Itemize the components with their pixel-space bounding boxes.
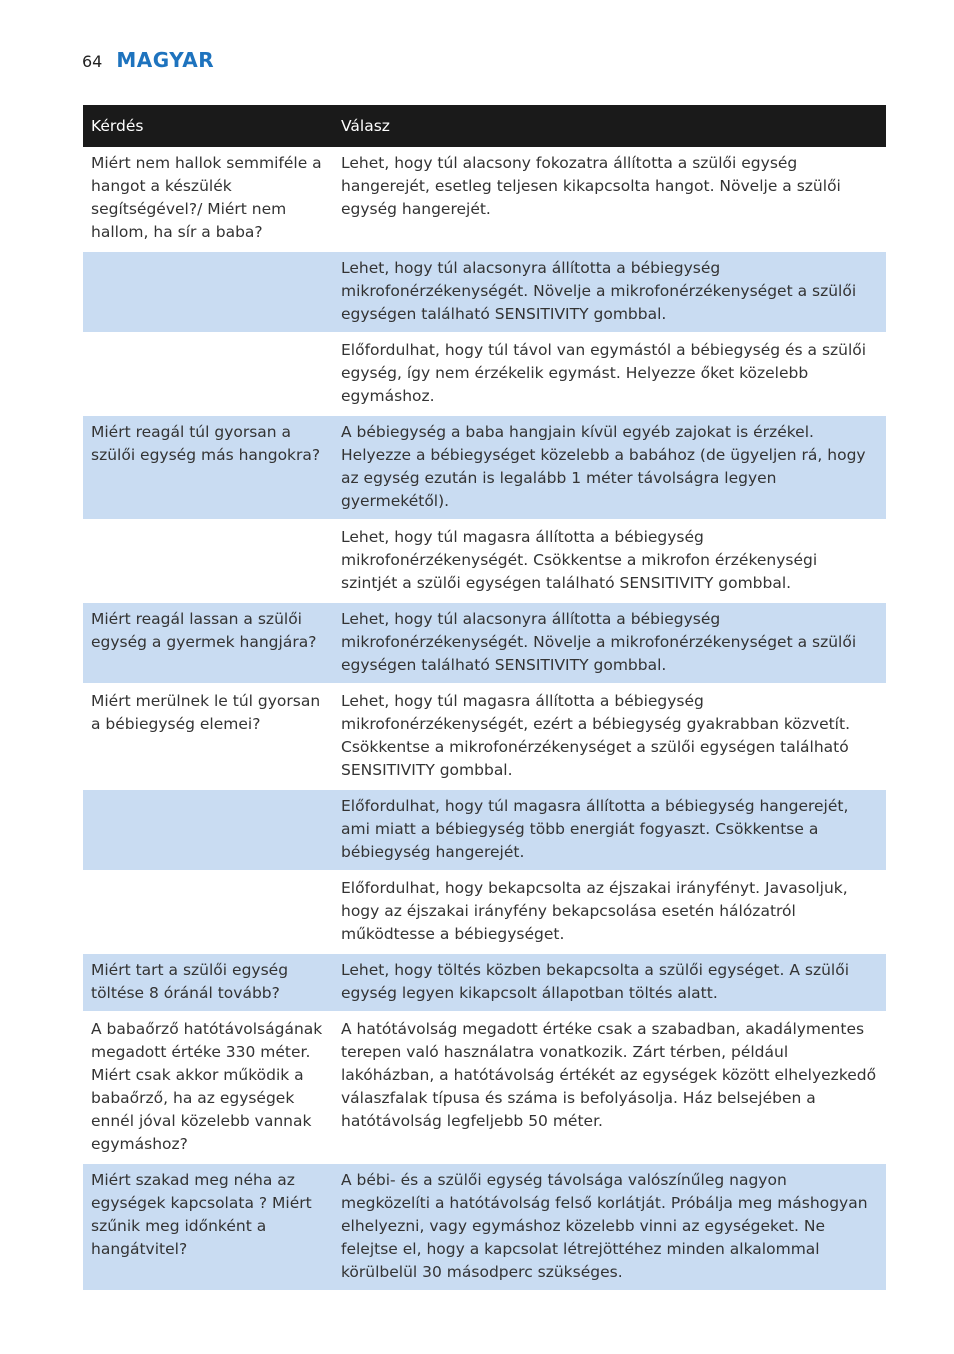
table-row <box>83 602 886 684</box>
answer-cell: Lehet, hogy töltés közben bekapcsolta a szülői egységet. A szülői egység legyen kikapcsolt állapotban töltés alatt. <box>333 953 886 1012</box>
answer-cell: Lehet, hogy túl alacsonyra állította a bébiegység mikrofonérzékenységét. Növelje a mikrofonérzékenységet a szülői egységen található SENSITIVITY gombbal. <box>333 251 886 333</box>
page-header <box>82 48 214 76</box>
table-header-row <box>83 105 886 147</box>
question-cell: Miért reagál lassan a szülői egység a gyermek hangjára? <box>83 602 333 684</box>
answer-cell: Előfordulhat, hogy túl magasra állította a bébiegység hangerejét, ami miatt a bébiegység több energiát fogyaszt. Csökkentse a bébiegység hangerejét. <box>333 789 886 871</box>
question-cell: Miért szakad meg néha az egységek kapcsolata ? Miért szűnik meg időnként a hangátvitel? <box>83 1163 333 1291</box>
table-row <box>83 251 886 333</box>
answer-cell: Előfordulhat, hogy túl távol van egymástól a bébiegység és a szülői egység, így nem érzékelik egymást. Helyezze őket közelebb egymáshoz. <box>333 333 886 415</box>
table-row <box>83 953 886 1012</box>
table-row <box>83 333 886 415</box>
question-cell <box>83 520 333 602</box>
answer-cell: Lehet, hogy túl alacsonyra állította a bébiegység mikrofonérzékenységét. Növelje a mikrofonérzékenységet a szülői egységen található SENSITIVITY gombbal. <box>333 602 886 684</box>
table-row <box>83 1012 886 1163</box>
question-cell: A babaőrző hatótávolságának megadott értéke 330 méter. Miért csak akkor működik a babaőrző, ha az egységek ennél jóval közelebb vannak egymáshoz? <box>83 1012 333 1163</box>
table-row <box>83 871 886 953</box>
answer-cell: A hatótávolság megadott értéke csak a szabadban, akadálymentes terepen való használatra vonatkozik. Zárt térben, például lakóházban, a hatótávolság értékét az egységek között elhelyezkedő válaszfalak típusa és száma is befolyásolja. Ház belsejében a hatótávolság legfeljebb 50 méter. <box>333 1012 886 1163</box>
answer-cell: Lehet, hogy túl alacsony fokozatra állította a szülői egység hangerejét, esetleg teljesen kikapcsolta hangot. Növelje a szülői egység hangerejét. <box>333 147 886 251</box>
faq-table <box>83 105 886 1292</box>
answer-cell: Lehet, hogy túl magasra állította a bébiegység mikrofonérzékenységét, ezért a bébiegység gyakrabban közvetít. Csökkentse a mikrofonérzékenységet a szülői egységen található SENSITIVITY gombbal. <box>333 684 886 789</box>
table-row <box>83 147 886 251</box>
question-cell: Miért tart a szülői egység töltése 8 óránál tovább? <box>83 953 333 1012</box>
answer-cell: A bébi- és a szülői egység távolsága valószínűleg nagyon megközelíti a hatótávolság felső korlátját. Próbálja meg máshogyan elhelyezni, vagy egymáshoz közelebb vinni az egységeket. Ne felejtse el, hogy a kapcsolat létrejöttéhez minden alkalommal körülbelül 30 másodperc szükséges. <box>333 1163 886 1291</box>
page-number: 64 <box>82 52 103 71</box>
question-cell: Miért merülnek le túl gyorsan a bébiegység elemei? <box>83 684 333 789</box>
answer-cell: Lehet, hogy túl magasra állította a bébiegység mikrofonérzékenységét. Csökkentse a mikrofon érzékenységi szintjét a szülői egységen található SENSITIVITY gombbal. <box>333 520 886 602</box>
table-row <box>83 684 886 789</box>
answer-cell: Előfordulhat, hogy bekapcsolta az éjszakai irányfényt. Javasoljuk, hogy az éjszakai irányfény bekapcsolása esetén hálózatról működtesse a bébiegységet. <box>333 871 886 953</box>
question-cell: Miért nem hallok semmiféle a hangot a készülék segítségével?/ Miért nem hallom, ha sír a baba? <box>83 147 333 251</box>
question-cell <box>83 871 333 953</box>
table-row <box>83 415 886 520</box>
question-cell: Miért reagál túl gyorsan a szülői egység más hangokra? <box>83 415 333 520</box>
table-row <box>83 1163 886 1291</box>
table-row <box>83 520 886 602</box>
question-cell <box>83 789 333 871</box>
table-row <box>83 789 886 871</box>
question-cell <box>83 333 333 415</box>
answer-cell: A bébiegység a baba hangjain kívül egyéb zajokat is érzékel. Helyezze a bébiegységet közelebb a babához (de ügyeljen rá, hogy az egység ezután is legalább 1 méter távolságra legyen gyermekétől). <box>333 415 886 520</box>
answer-column-header: Válasz <box>333 105 886 147</box>
question-cell <box>83 251 333 333</box>
question-column-header: Kérdés <box>83 105 333 147</box>
language-heading: MAGYAR <box>116 48 215 72</box>
